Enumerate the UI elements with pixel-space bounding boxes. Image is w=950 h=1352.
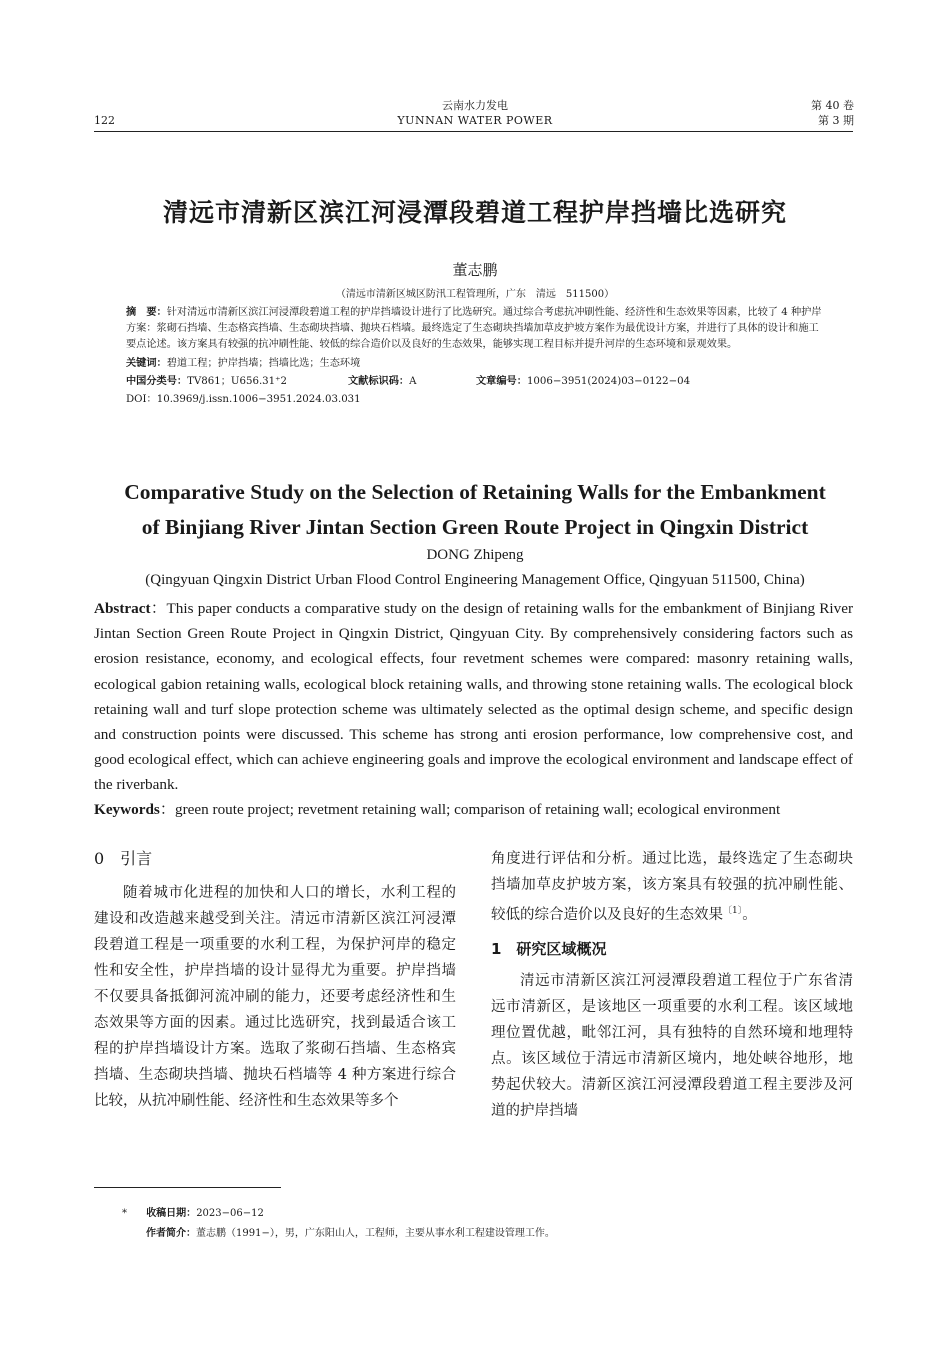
abstract-en [94,596,853,798]
section-0-end: 。 [742,906,757,923]
clc-value: TV861；U656.31⁺2 [187,376,288,387]
title-cn: 清远市清新区滨江河浸潭段碧道工程护岸挡墙比选研究 [162,198,787,227]
keywords-cn-label: 关键词： [126,358,167,369]
title-en-line1: Comparative Study on the Selection of Retaining Walls for the Embankment [124,480,826,504]
title-en-line2: of Binjiang River Jintan Section Green Route Project in Qingxin District [141,515,809,539]
abstract-en-text: This paper conducts a comparative study on the design of retaining walls for the embankment of Binjiang River Jintan Section Green Route Project in Qingxin District, Qingyuan City. By comprehensively considering factors such as erosion resistance, economy, and ecological effects, four revetment schemes were compared: masonry retaining walls, ecological gabion retaining walls, ecological block retaining walls, and throwing stone retaining walls. The ecological block retaining wall and turf slope protection scheme was ultimately selected as the optimal design scheme, and specific design and construction points were discussed. This scheme has strong anti erosion performance, low comprehensive cost, and good ecological effect, which can achieve engineering goals and improve the ecological environment and landscape effect of the riverbank. [94,600,853,794]
body-right-column [491,846,853,1124]
affiliation-en: (Qingyuan Qingxin District Urban Flood Control Engineering Management Office, Qingyuan 511500, China) [145,572,805,588]
doi[interactable]: DOI：10.3969/j.issn.1006−3951.2024.03.031 [126,394,361,405]
citation-1[interactable]: 〔1〕 [723,906,743,916]
abstract-en-colon: ： [150,600,167,617]
keywords-en-colon: ： [159,801,175,818]
journal-name-en: YUNNAN WATER POWER [397,114,553,127]
footnote-rule [94,1187,281,1188]
section-1-heading: 1 研究区域概况 [491,939,607,958]
title-en [60,475,890,545]
abstract-en-label: Abstract [94,600,151,617]
keywords-cn [126,355,826,373]
journal-name-cn: 云南水力发电 [442,99,508,112]
keywords-en-text: green route project; revetment retaining wall; comparison of retaining wall; ecological environment [175,801,781,818]
affiliation-cn: （清远市清新区城区防汛工程管理所，广东 清远 511500） [335,289,615,300]
page-number: 122 [94,114,115,127]
footnote-author [146,1226,555,1242]
footnote-received [122,1206,264,1222]
received-label: 收稿日期： [146,1208,197,1219]
section-1-paragraph: 清远市清新区滨江河浸潭段碧道工程位于广东省清远市清新区，是该地区一项重要的水利工程。该区域地理位置优越，毗邻江河，具有独特的自然环境和地理特点。该区域位于清远市清新区境内，地处峡谷地形，地势起伏较大。清新区滨江河浸潭段碧道工程主要涉及河道的护岸挡墙 [491,972,853,1119]
received-value: 2023−06−12 [196,1208,264,1219]
footnote-star: * [122,1208,127,1219]
section-0-continued-text: 角度进行评估和分析。通过比选，最终选定了生态砌块挡墙加草皮护坡方案，该方案具有较强的抗冲刷性能、较低的综合造价以及良好的生态效果 [491,851,853,923]
author-en: DONG Zhipeng [426,547,524,563]
author-bio-value: 董志鹏（1991−），男，广东阳山人，工程师，主要从事水利工程建设管理工作。 [196,1228,555,1239]
article-number-label: 文章编号： [476,376,527,387]
keywords-cn-text: 碧道工程；护岸挡墙；挡墙比选；生态环境 [166,358,361,369]
abstract-cn-block [126,305,826,409]
author-bio-label: 作者简介： [146,1228,196,1239]
header-rule [94,131,853,132]
clc-label: 中国分类号： [126,376,188,387]
abstract-cn-text: 针对清远市清新区滨江河浸潭段碧道工程的护岸挡墙设计进行了比选研究。通过综合考虑抗冲刷性能、经济性和生态效果等因素，比较了 4 种护岸方案：浆砌石挡墙、生态格宾挡墙、生态砌块挡墙、抛块石档墙。最终选定了生态砌块挡墙加草皮护坡方案作为最优设计方案，并进行了具体的设计和施工要点论述。该方案具有较强的抗冲刷性能、较低的综合造价以及良好的生态效果，能够实现工程目标并提升河岸的生态环境和景观效果。 [126,307,822,350]
section-0-paragraph-continued [491,846,853,928]
volume: 第 40 卷 [811,99,854,112]
article-number-value: 1006−3951(2024)03−0122−04 [526,376,691,387]
doc-code-label: 文献标识码： [348,376,410,387]
abstract-cn-label: 摘 要： [126,307,167,318]
doc-code-value: A [409,376,417,387]
section-0-heading: 0 引言 [94,849,153,868]
issue: 第 3 期 [818,114,854,127]
classification-line [126,373,826,391]
body-left-column [94,846,456,1114]
section-0-paragraph: 随着城市化进程的加快和人口的增长，水利工程的建设和改造越来越受到关注。清远市清新区滨江河浸潭段碧道工程是一项重要的水利工程，为保护河岸的稳定性和安全性，护岸挡墙的设计显得尤为重要。护岸挡墙不仅要具备抵御河流冲刷的能力，还要考虑经济性和生态效果等方面的因素。通过比选研究，找到最适合该工程的护岸挡墙设计方案。选取了浆砌石挡墙、生态格宾挡墙、生态砌块挡墙、抛块石档墙等 4 种方案进行综合比较，从抗冲刷性能、经济性和生态效果等多个 [94,885,456,1109]
keywords-en [94,797,874,822]
author-cn: 董志鹏 [452,261,498,279]
keywords-en-label: Keywords [94,801,160,818]
